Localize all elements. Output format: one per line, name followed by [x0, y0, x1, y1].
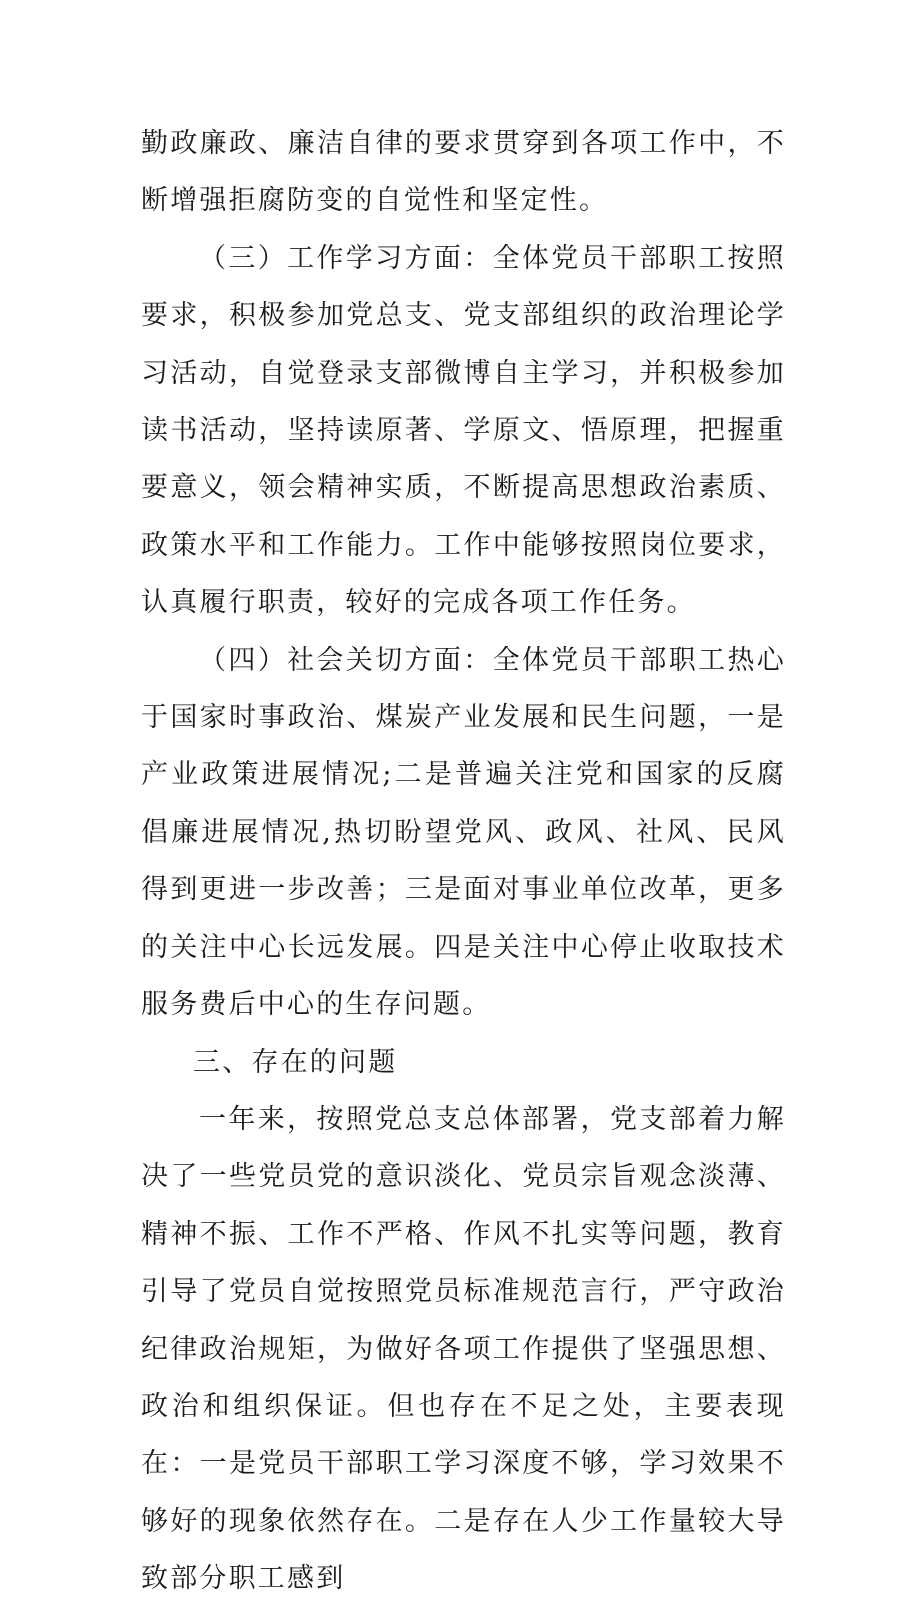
document-body: [141, 115, 786, 1608]
paragraph-integrity: 勤政廉政、廉洁自律的要求贯穿到各项工作中，不断增强拒腐防变的自觉性和坚定性。: [141, 128, 786, 217]
paragraph-work-study: （三）工作学习方面：全体党员干部职工按照要求，积极参加党总支、党支部组织的政治理论学习活动，自觉登录支部微博自主学习，并积极参加读书活动，坚持读原著、学原文、悟原理，把握重要意义，领会精神实质，不断提高思想政治素质、政策水平和工作能力。工作中能够按照岗位要求，认真履行职责，较好的完成各项工作任务。: [141, 242, 786, 619]
paragraph-year-review: 一年来，按照党总支总体部署，党支部着力解决了一些党员党的意识淡化、党员宗旨观念淡薄、精神不振、工作不严格、作风不扎实等问题，教育引导了党员自觉按照党员标准规范言行，严守政治纪律政治规矩，为做好各项工作提供了坚强思想、政治和组织保证。但也存在不足之处，主要表现在：一是党员干部职工学习深度不够，学习效果不够好的现象依然存在。二是存在人少工作量较大导致部分职工感到: [141, 1103, 786, 1595]
paragraph-social-concern: （四）社会关切方面：全体党员干部职工热心于国家时事政治、煤炭产业发展和民生问题，一是产业政策进展情况;二是普遍关注党和国家的反腐倡廉进展情况,热切盼望党风、政风、社风、民风得到更进一步改善；三是面对事业单位改革，更多的关注中心长远发展。四是关注中心停止收取技术服务费后中心的生存问题。: [141, 644, 786, 1021]
section-heading-problems: 三、存在的问题: [193, 1046, 398, 1078]
